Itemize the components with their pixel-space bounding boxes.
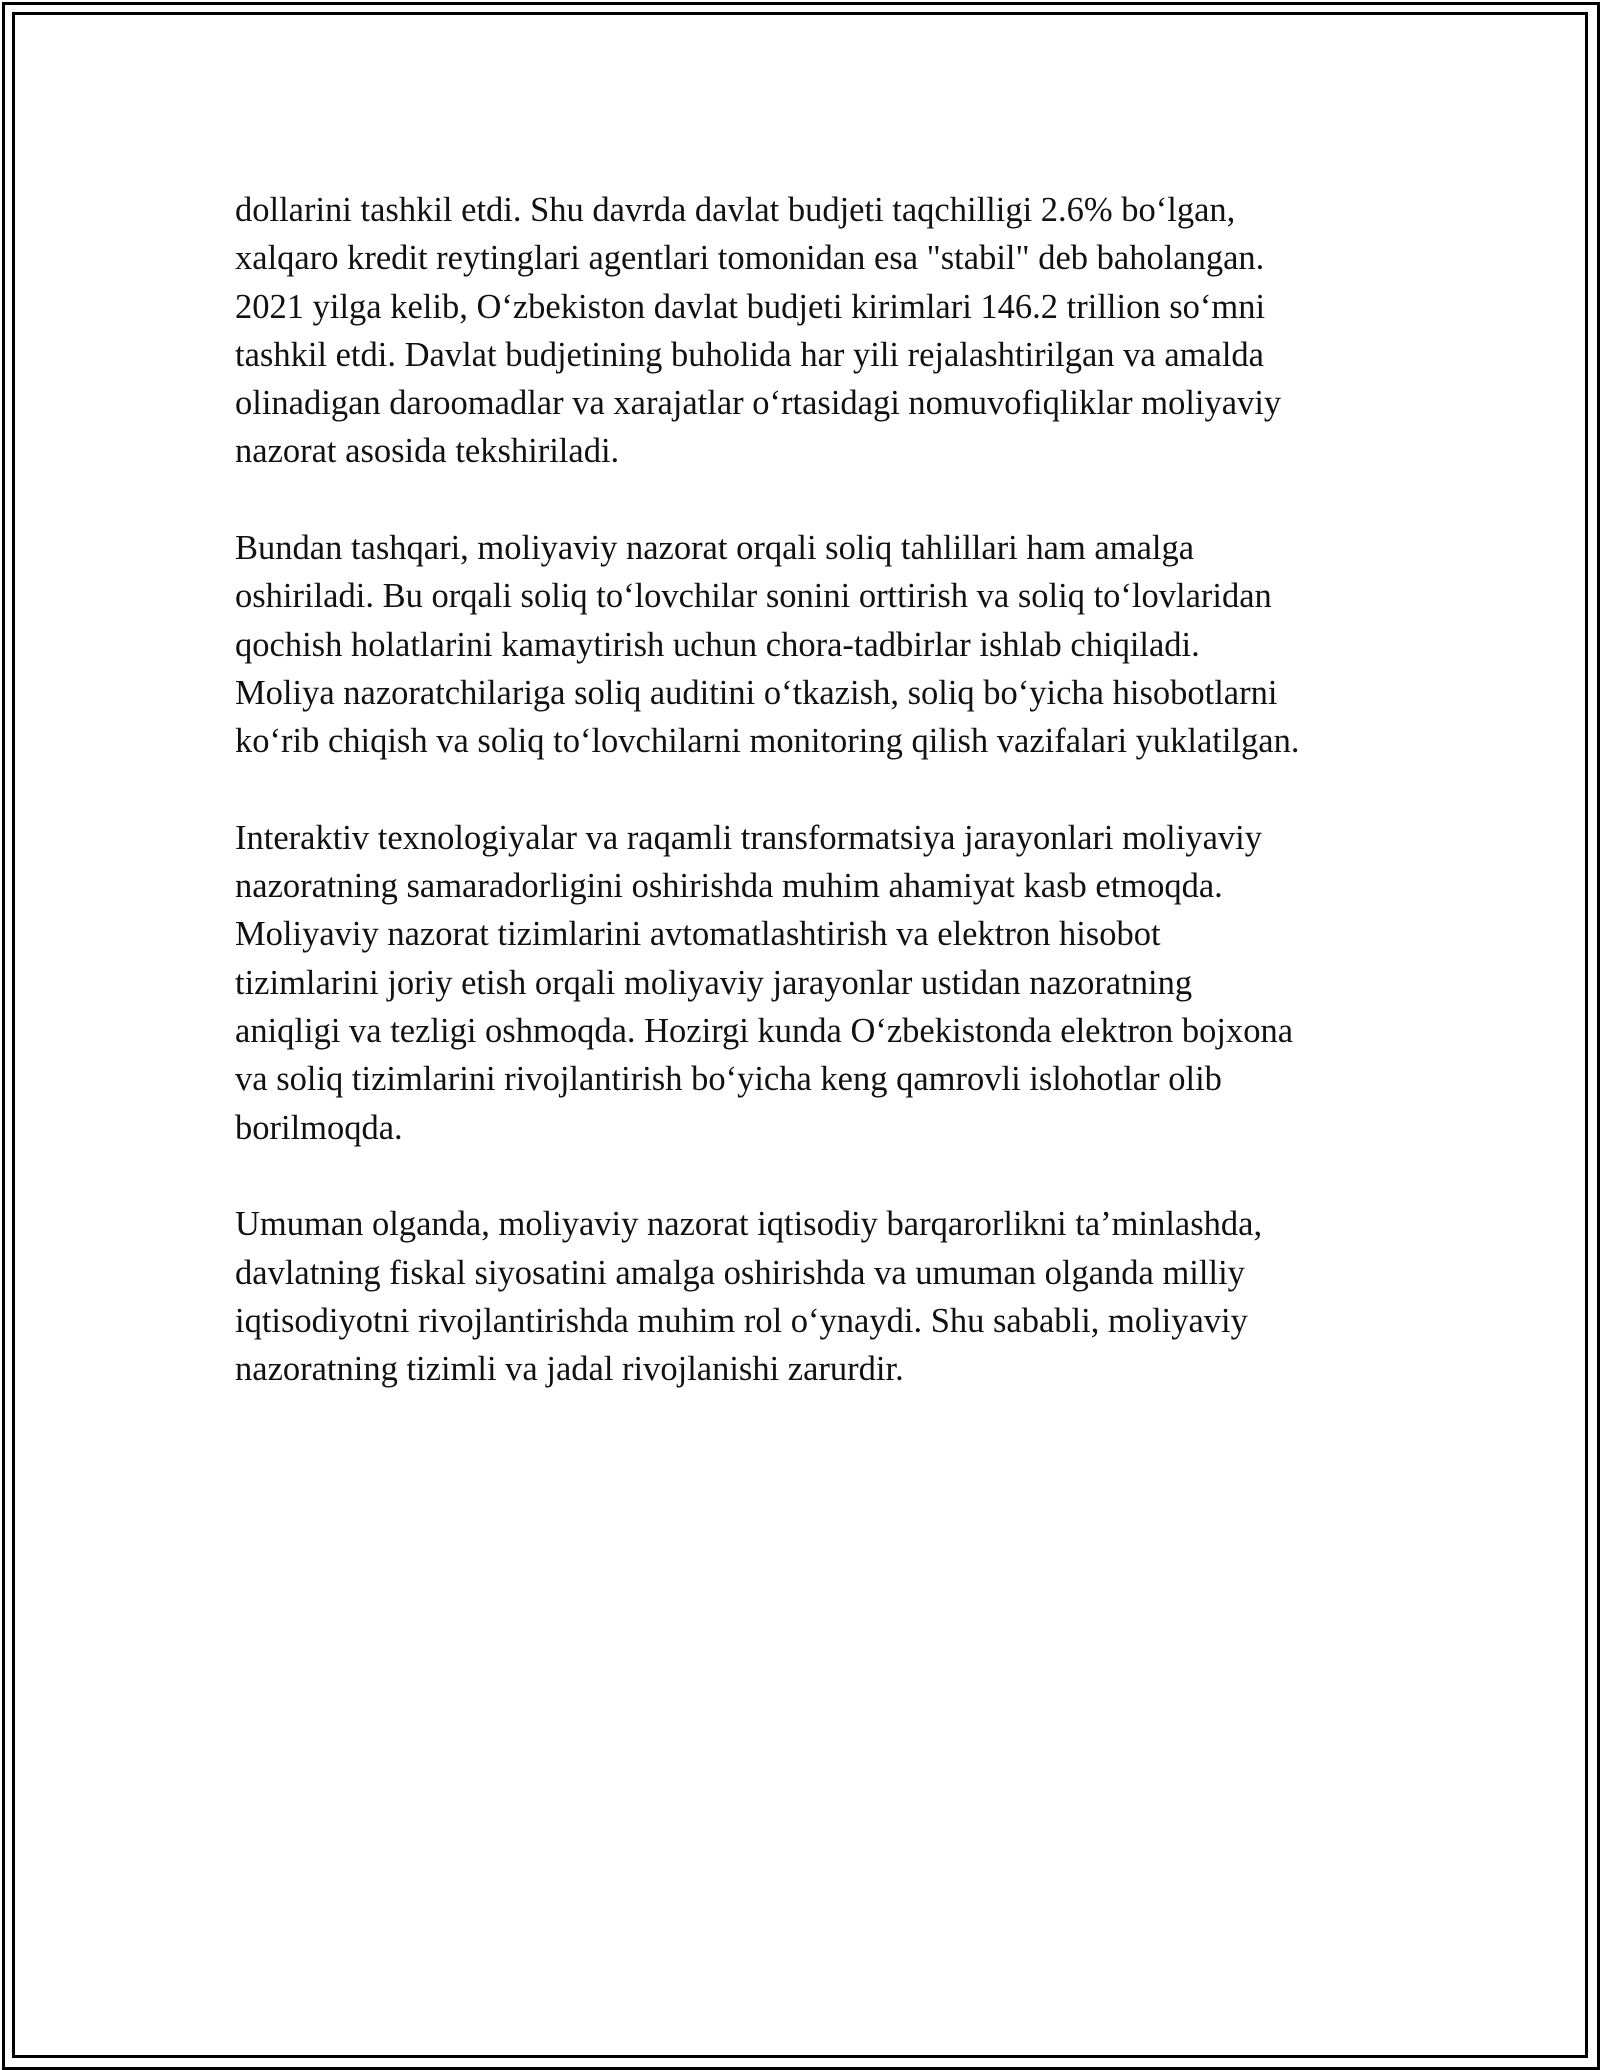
paragraph-budget: dollarini tashkil etdi. Shu davrda davlat budjeti taqchilligi 2.6% bo‘lgan, xalqaro kredit reytinglari agentlari tomonidan esa "stabil" deb baholangan. 2021 yilga kelib, O‘zbekiston davlat budjeti kirimlari 146.2 trillion so‘mni tashkil etdi. Davlat budjetining buholida har yili rejalashtirilgan va amalda olinadigan daroomadlar va xarajatlar o‘rtasidagi nomuvofiqliklar moliyaviy nazorat asosida tekshiriladi. — [235, 191, 1282, 471]
document-body — [235, 186, 1405, 1442]
paragraph-tax-analysis: Bundan tashqari, moliyaviy nazorat orqali soliq tahlillari ham amalga oshiriladi. Bu orqali soliq to‘lovchilar sonini orttirish va soliq to‘lovlaridan qochish holatlarini kamaytirish uchun chora-tadbirlar ishlab chiqiladi. Moliya nazoratchilariga soliq auditini o‘tkazish, soliq bo‘yicha hisobotlarni ko‘rib chiqish va soliq to‘lovchilarni monitoring qilish vazifalari yuklatilgan. — [235, 529, 1300, 761]
paragraph-conclusion: Umuman olganda, moliyaviy nazorat iqtisodiy barqarorlikni ta’minlashda, davlatning fiskal siyosatini amalga oshirishda va umuman olganda milliy iqtisodiyotni rivojlantirishda muhim rol o‘ynaydi. Shu sababli, moliyaviy nazoratning tizimli va jadal rivojlanishi zarurdir. — [235, 1205, 1263, 1389]
paragraph-digital-transformation: Interaktiv texnologiyalar va raqamli transformatsiya jarayonlari moliyaviy nazoratning samaradorligini oshirishda muhim ahamiyat kasb etmoqda. Moliyaviy nazorat tizimlarini avtomatlashtirish va elektron hisobot tizimlarini joriy etish orqali moliyaviy jarayonlar ustidan nazoratning aniqligi va tezligi oshmoqda. Hozirgi kunda O‘zbekistonda elektron bojxona va soliq tizimlarini rivojlantirish bo‘yicha keng qamrovli islohotlar olib borilmoqda. — [235, 818, 1294, 1147]
